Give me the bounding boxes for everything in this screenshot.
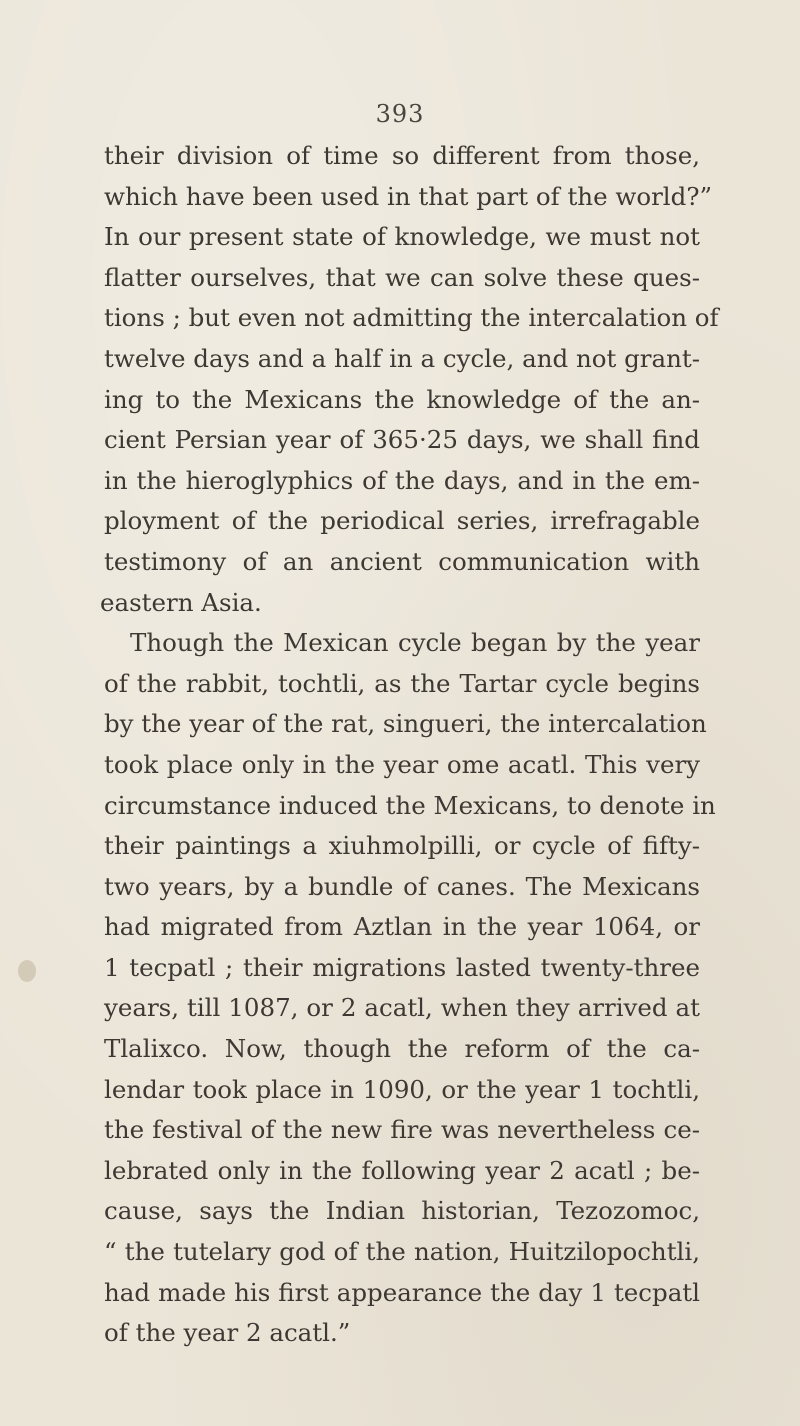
- text-line: 1 tecpatl ; their migrations lasted twenty-three: [104, 952, 700, 982]
- text-line: lendar took place in 1090, or the year 1 tochtli,: [104, 1074, 700, 1104]
- paragraph-start-line: Though the Mexican cycle began by the year: [130, 628, 700, 658]
- paragraph-end-line: of the year 2 acatl.”: [104, 1318, 351, 1348]
- text-line: their division of time so different from those,: [104, 141, 700, 170]
- text-line: cause, says the Indian historian, Tezozomoc,: [104, 1196, 700, 1226]
- text-line: had made his first appearance the day 1 tecpatl: [104, 1277, 700, 1307]
- text-line: Tlalixco. Now, though the reform of the ca-: [104, 1034, 700, 1064]
- text-line: by the year of the rat, singueri, the intercalation: [104, 709, 707, 739]
- text-line: cient Persian year of 365·25 days, we shall find: [104, 425, 700, 455]
- text-line: two years, by a bundle of canes. The Mexicans: [104, 871, 700, 901]
- text-line: circumstance induced the Mexicans, to denote in: [104, 790, 716, 820]
- text-line: testimony of an ancient communication with: [104, 546, 700, 576]
- text-line: of the rabbit, tochtli, as the Tartar cycle begins: [104, 668, 700, 698]
- text-line: tions ; but even not admitting the intercalation of: [104, 303, 719, 333]
- paragraph-end-line: eastern Asia.: [100, 587, 262, 617]
- text-line: In our present state of knowledge, we must not: [104, 222, 700, 252]
- page-number: 393: [375, 100, 425, 128]
- text-line: twelve days and a half in a cycle, and not grant-: [104, 343, 701, 373]
- text-line: “ the tutelary god of the nation, Huitzilopochtli,: [104, 1237, 700, 1267]
- text-line: their paintings a xiuhmolpilli, or cycle of fifty-: [104, 831, 700, 861]
- text-line: lebrated only in the following year 2 acatl ; be-: [104, 1155, 700, 1185]
- text-line: ing to the Mexicans the knowledge of the an-: [104, 384, 700, 414]
- text-line: which have been used in that part of the world?”: [104, 181, 712, 211]
- paper-stain: [18, 960, 36, 982]
- text-line: took place only in the year ome acatl. This very: [104, 749, 700, 779]
- text-line: flatter ourselves, that we can solve these ques-: [104, 262, 700, 292]
- text-line: the festival of the new fire was nevertheless ce-: [104, 1115, 700, 1145]
- text-line: in the hieroglyphics of the days, and in the em-: [104, 465, 700, 495]
- text-line: had migrated from Aztlan in the year 1064, or: [104, 912, 700, 942]
- body-text: [100, 136, 719, 1354]
- text-line: ployment of the periodical series, irrefragable: [104, 506, 700, 536]
- text-line: years, till 1087, or 2 acatl, when they arrived at: [104, 993, 700, 1023]
